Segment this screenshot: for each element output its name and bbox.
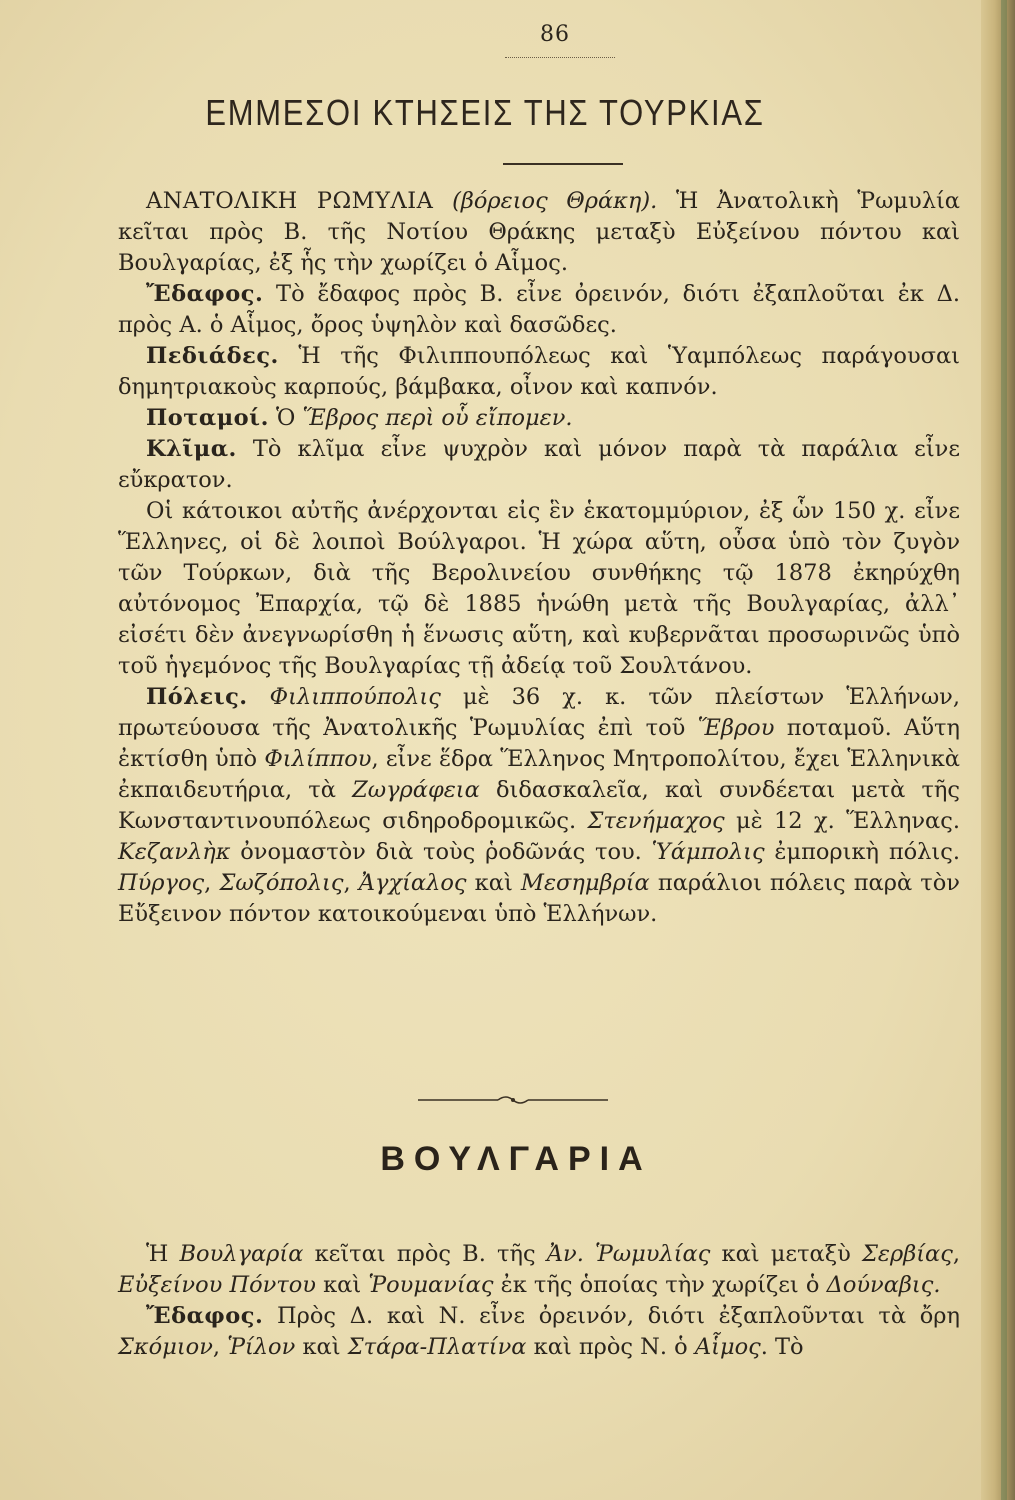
rivers-text: Ἕβρος περὶ οὗ εἴπομεν.: [302, 405, 573, 431]
binding-stripe: [1001, 0, 1007, 1500]
cities-heading: Πόλεις.: [146, 684, 248, 710]
book-binding-edge: [981, 0, 1015, 1500]
section-divider-ornament: [418, 1093, 608, 1107]
bulgaria-intro-text-4: ἐκ τῆς ὁποίας τὴν χωρίζει ὁ: [493, 1272, 827, 1298]
river-danube: Δούναβις.: [826, 1272, 941, 1298]
bulgaria-terrain-and: καὶ: [295, 1334, 348, 1360]
city-philippoupolis: Φιλιππούπολις: [269, 684, 441, 710]
rivers-pre: Ὁ: [268, 405, 303, 431]
cities-text-5: μὲ 12 χ. Ἕλληνας.: [724, 808, 960, 834]
rumelia-population-paragraph: Οἱ κάτοικοι αὐτῆς ἀνέρχονται εἰς ἓν ἑκατομμύριον, ἐξ ὧν 150 χ. εἶνε Ἕλληνες, οἱ δὲ λοιποὶ Βούλγαροι. Ἡ χώρα αὕτη, οὖσα ὑπὸ τὸν ζυγὸν τῶν Τούρκων, διὰ τῆς Βερολινείου συνθήκης τῷ 1878 ἐκηρύχθη αὐτόνομος Ἐπαρχία, τῷ δὲ 1885 ἡνώθη μετὰ τῆς Βουλγαρίας, ἀλλ᾽ εἰσέτι δὲν ἀνεγνωρίσθη ἡ ἕνωσις αὕτη, καὶ κυβερνᾶται προσωρινῶς ὑπὸ τοῦ ἡγεμόνος τῆς Βουλγαρίας τῇ ἀδείᾳ τοῦ Σουλτάνου.: [118, 498, 960, 679]
terrain-text: Τὸ ἔδαφος πρὸς Β. εἶνε ὀρεινόν, διότι ἐξαπλοῦται ἐκ Δ. πρὸς Α. ὁ Αἷμος, ὄρος ὑψηλὸν καὶ δασῶδες.: [118, 281, 960, 338]
bulgaria-terrain-heading: Ἔδαφος.: [146, 1303, 264, 1329]
bulgaria-terrain-paragraph: [118, 1301, 960, 1363]
bulgaria-terrain-text-1: Πρὸς Δ. καὶ Ν. εἶνε ὀρεινόν, διότι ἐξαπλοῦνται τὰ ὄρη: [263, 1303, 960, 1329]
mountain-stara-platina: Στάρα-Πλατίνα: [347, 1334, 527, 1360]
city-sozopolis: Σωζόπολις: [219, 870, 344, 896]
title-rule: [503, 163, 623, 165]
rumelia-intro-paragraph: [118, 186, 960, 279]
founder-philippos: Φιλίππου: [264, 746, 372, 772]
rumelia-intro-text: Ἡ Ἀνατολικὴ Ῥωμυλία κεῖται πρὸς Β. τῆς Νοτίου Θράκης μεταξὺ Εὐξείνου πόντου καὶ Βουλγαρίας, ἐξ ἧς τὴν χωρίζει ὁ Αἷμος.: [118, 188, 961, 276]
cities-text-1: μὲ 36 χ. κ. τῶν πλείστων Ἑλλήνων, πρωτεύουσα τῆς Ἀνατολικῆς Ῥωμυλίας ἐπὶ τοῦ: [118, 684, 960, 741]
region-gloss: (βόρειος Θράκη).: [452, 188, 658, 214]
city-yampolis: Ὑάμπολις: [651, 839, 765, 865]
school-zografeia: Ζωγράφεια: [352, 777, 480, 803]
bulgaria-terrain-sep: ,: [212, 1334, 228, 1360]
country-bulgaria: Βουλγαρία: [179, 1241, 304, 1267]
bulgaria-intro-sep: ,: [952, 1241, 960, 1267]
bulgaria-intro-paragraph: [118, 1239, 960, 1301]
mountain-skomion: Σκόμιον: [118, 1334, 213, 1360]
cities-and: καὶ: [466, 870, 521, 896]
city-anchialos: Ἀγχίαλος: [358, 870, 467, 896]
bulgaria-terrain-text-2: καὶ πρὸς Ν. ὁ: [526, 1334, 695, 1360]
cities-text-4: διδασκαλεῖα, καὶ συνδέεται μετὰ τῆς Κωνσταντινουπόλεως σιδηροδρομικῶς.: [118, 777, 960, 834]
bulgaria-intro-text-2: καὶ μεταξὺ: [710, 1241, 862, 1267]
chapter-title: ΕΜΜΕΣΟΙ ΚΤΗΣΕΙΣ ΤΗΣ ΤΟΥΡΚΙΑΣ: [205, 92, 765, 133]
rumelia-cities-paragraph: [118, 682, 960, 930]
climate-text: Τὸ κλῖμα εἶνε ψυχρὸν καὶ μόνον παρὰ τὰ παράλια εἶνε εὔκρατον.: [118, 436, 960, 493]
cities-text-3: , εἶνε ἕδρα Ἕλληνος Μητροπολίτου, ἔχει Ἑλληνικὰ ἐκπαιδευτήρια, τὰ: [118, 746, 960, 803]
region-name: ΑΝΑΤΟΛΙΚΗ ΡΩΜΥΛΙΑ: [146, 188, 434, 214]
rumelia-terrain-paragraph: [118, 279, 960, 341]
country-romania: Ῥουμανίας: [368, 1272, 494, 1298]
cities-text-2: ποταμοῦ. Αὕτη ἐκτίσθη ὑπὸ: [118, 715, 960, 772]
bulgaria-intro-text-3: καὶ: [315, 1272, 369, 1298]
cities-sep-2: ,: [343, 870, 359, 896]
terrain-heading: Ἔδαφος.: [146, 281, 264, 307]
mountain-rilon: Ῥίλον: [227, 1334, 296, 1360]
cities-text-8: παράλιοι πόλεις παρὰ τὸν Εὔξεινον πόντον κατοικούμεναι ὑπὸ Ἑλλήνων.: [118, 870, 960, 927]
rumelia-plains-paragraph: [118, 341, 960, 403]
rumelia-climate-paragraph: [118, 434, 960, 496]
bulgaria-intro-text-1: κεῖται πρὸς Β. τῆς: [303, 1241, 547, 1267]
river-evros: Ἕβρου: [697, 715, 775, 741]
bulgaria-terrain-text-3: . Τὸ: [760, 1334, 804, 1360]
cities-sep-1: ,: [204, 870, 220, 896]
rumelia-section: [118, 186, 960, 930]
section-title-bulgaria: ΒΟΥΛΓΑΡΙΑ: [380, 1140, 652, 1178]
sea-euxine: Εὐξείνου Πόντου: [118, 1272, 316, 1298]
plains-text: Ἡ τῆς Φιλιππουπόλεως καὶ Ὑαμπόλεως παράγουσαι δημητριακοὺς καρπούς, βάμβακα, οἶνον καὶ καπνόν.: [118, 343, 960, 400]
cities-text-6: ὀνομαστὸν διὰ τοὺς ῥοδῶνάς του.: [230, 839, 652, 865]
mountain-aimos: Αἷμος: [694, 1334, 761, 1360]
bulgaria-intro-pre: Ἡ: [146, 1241, 180, 1267]
page-number-rule: [505, 57, 615, 58]
page-number: 86: [540, 22, 570, 47]
cities-text-7: ἐμπορικὴ πόλις.: [764, 839, 960, 865]
climate-heading: Κλῖμα.: [146, 436, 237, 462]
plains-heading: Πεδιάδες.: [146, 343, 279, 369]
country-serbia: Σερβίας: [861, 1241, 953, 1267]
city-stenimachos: Στενήμαχος: [587, 808, 725, 834]
rivers-heading: Ποταμοί.: [146, 405, 269, 431]
rumelia-rivers-paragraph: [118, 403, 960, 434]
bulgaria-section: [118, 1239, 960, 1363]
city-pyrgos: Πύργος: [118, 870, 205, 896]
city-mesimvria: Μεσημβρία: [520, 870, 650, 896]
city-kazanlak: Κεζανλὴκ: [118, 839, 231, 865]
region-east-rumelia: Ἀν. Ῥωμυλίας: [546, 1241, 711, 1267]
